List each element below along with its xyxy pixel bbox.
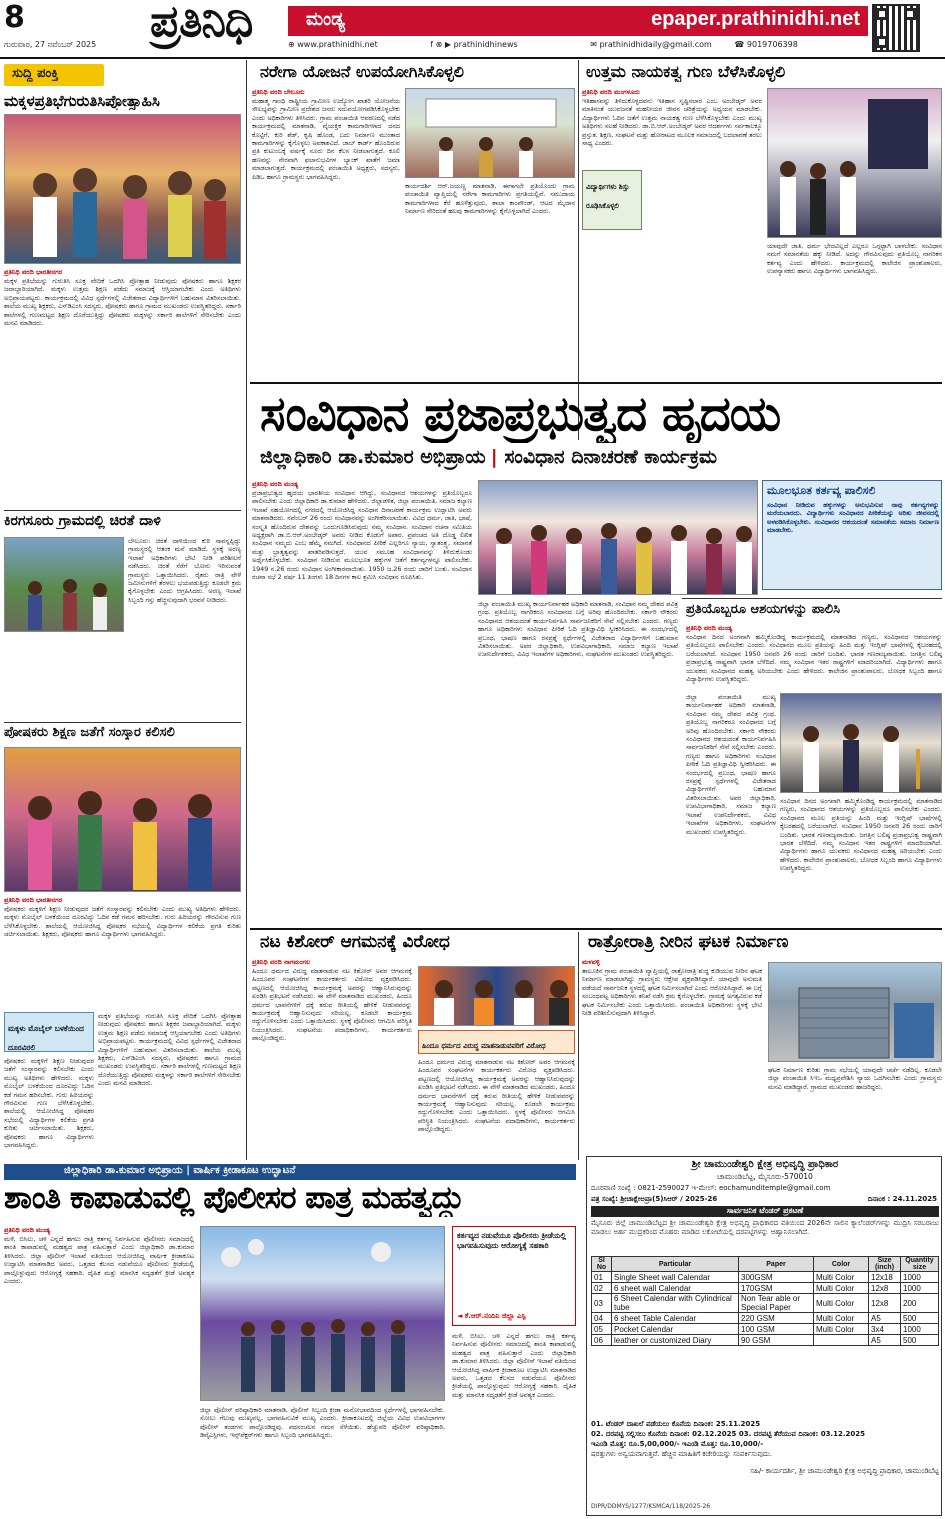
table-row: 01 Single Sheet wall Calendar 300GSM Multi Color 12x18 1000 — [592, 1272, 939, 1283]
tender-table — [591, 1256, 939, 1346]
byline-police: ಪ್ರತಿನಿಧಿ ವರದಿ ಮಂಡ್ಯ — [4, 1226, 51, 1234]
box2-text-cont: ಜಿಲ್ಲಾ ಪಂಚಾಯಿತಿ ಮುಖ್ಯ ಕಾರ್ಯನಿರ್ವಾಹಕ ಅಧಿಕಾರಿ ಮಾತನಾಡಿ, ಸಂವಿಧಾನ ನಮ್ಮ ದೇಶದ ಪವಿತ್ರ ಗ್ರಂಥ. ಪ್ರತಿಯೊಬ್ಬ ನಾಗರಿಕರೂ ಸಂವಿಧಾನದ ಬಗ್ಗೆ ಅರಿವು ಹೊಂದಿರಬೇಕು. ಸರ್ಕಾರಿ ನೌಕರರು ಸಂವಿಧಾನದ ಆಶಯದಂತೆ ಕಾರ್ಯನಿರ್ವಹಿಸಿ ಸಾರ್ವಜನಿಕರಿಗೆ ಸೇವೆ ಸಲ್ಲಿಸಬೇಕು ಎಂದರು. ಗಣ್ಯರು ಹಾಗೂ ಅಧಿಕಾರಿಗಳು ಸಂವಿಧಾನ ಪೀಠಿಕೆ ಓದಿ ಪ್ರತಿಜ್ಞಾವಿಧಿ ಸ್ವೀಕರಿಸಿದರು. ಈ ಸಂದರ್ಭದಲ್ಲಿ ಪ್ರಬಂಧ, ಭಾಷಣ ಹಾಗೂ ರಸಪ್ರಶ್ನೆ ಸ್ಪರ್ಧೆಗಳಲ್ಲಿ ವಿಜೇತರಾದ ವಿದ್ಯಾರ್ಥಿಗಳಿಗೆ ಬಹುಮಾನ ವಿತರಿಸಲಾಯಿತು. ಅಪರ ಜಿಲ್ಲಾಧಿಕಾರಿ, ಉಪವಿಭಾಗಾಧಿಕಾರಿ, ಸಮಾಜ ಕಲ್ಯಾಣ ಇಲಾಖೆ ಉಪನಿರ್ದೇಶಕರು, ವಿವಿಧ ಇಲಾಖೆಗಳ ಅಧಿಕಾರಿಗಳು, ಸಂಘಟನೆಗಳ ಮುಖಂಡರು ಉಪಸ್ಥಿತರಿದ್ದರು. — [686, 693, 776, 836]
photo-nrega-meeting — [405, 88, 575, 178]
photo-protest — [418, 966, 575, 1026]
email-link[interactable]: prathinidhidaily@gmail.com — [599, 40, 712, 49]
headline-kishore: ನಟ ಕಿಶೋರ್ ಆಗಮನಕ್ಕೆ ವಿರೋಧ — [260, 932, 450, 952]
article-children-talent: ಮಕ್ಕಳ ಪ್ರತಿಭೆಯನ್ನು ಗುರುತಿಸಿ ಸೂಕ್ತ ವೇದಿಕೆ ಒದಗಿಸಿ ಪ್ರೋತ್ಸಾಹ ನೀಡುವುದು ಪೋಷಕರು ಹಾಗೂ ಶಿಕ್ಷಕರ ಜವಾಬ್ದಾರಿಯಾಗಿದೆ. ಮಕ್ಕಳು ಉತ್ತಮ ಶಿಕ್ಷಣ ಪಡೆದು ಸಮಾಜಕ್ಕೆ ಆಸ್ತಿಯಾಗಬೇಕು ಎಂದು ಅತಿಥಿಗಳು ಅಭಿಪ್ರಾಯಪಟ್ಟರು. ಕಾರ್ಯಕ್ರಮದಲ್ಲಿ ವಿವಿಧ ಸ್ಪರ್ಧೆಗಳಲ್ಲಿ ವಿಜೇತರಾದ ವಿದ್ಯಾರ್ಥಿಗಳಿಗೆ ಬಹುಮಾನ ವಿತರಿಸಲಾಯಿತು. ಶಾಲೆಯ ಮುಖ್ಯ ಶಿಕ್ಷಕರು, ಎಸ್‌ಡಿಎಂಸಿ ಸದಸ್ಯರು, ಪೋಷಕರು ಹಾಗೂ ಗ್ರಾಮದ ಮುಖಂಡರು ಉಪಸ್ಥಿತರಿದ್ದರು. ಸರ್ಕಾರಿ ಶಾಲೆಗಳಲ್ಲಿ ಗುಣಮಟ್ಟದ ಶಿಕ್ಷಣ ದೊರೆಯುತ್ತಿದ್ದು ಪೋಷಕರು ಮಕ್ಕಳನ್ನು ಸರ್ಕಾರಿ ಶಾಲೆಗಳಿಗೆ ಸೇರಿಸಬೇಕು ಎಂದು ಮನವಿ ಮಾಡಿದರು. — [4, 277, 241, 328]
tender-footer: 01. ಟೆಂಡರ್ ದಾಖಲೆ ಪಡೆಯಲು ಕೊನೆಯ ದಿನಾಂಕ: 25.11.2025 02. ದರಪಟ್ಟಿ ಸಲ್ಲಿಸಲು ಕೊನೆಯ ದಿನಾಂಕ: 02.12.2025 03. ದರಪಟ್ಟಿ ತೆರೆಯುವ ದಿನಾಂಕ: 03.12.2025 ಇಎಂಡಿ ಮೊತ್ತ: ರೂ.5,00,000/- ಇಎಂಡಿ ಮೊತ್ತ: ರೂ.10,000/- ಷರತ್ತುಗಳು ಅನ್ವಯವಾಗುತ್ತವೆ. ಹೆಚ್ಚಿನ ಮಾಹಿತಿಗೆ ಕಚೇರಿಯನ್ನು ಸಂಪರ್ಕಿಸುವುದು. — [591, 1420, 865, 1458]
tender-date: ದಿನಾಂಕ : 24.11.2025 — [867, 1195, 937, 1203]
lead-subhead: ಜಿಲ್ಲಾಧಿಕಾರಿ ಡಾ.ಕುಮಾರ ಅಭಿಪ್ರಾಯ | ಸಂವಿಧಾನ ದಿನಾಚರಣೆ ಕಾರ್ಯಕ್ರಮ — [260, 446, 718, 468]
brand-logo: ಪ್ರತಿನಿಧಿ — [150, 0, 253, 47]
byline-3: ಪ್ರತಿನಿಧಿ ವರದಿ ಭಾರತೀನಗರ — [4, 896, 63, 904]
tender-ref: ಪತ್ರ ಸಂಖ್ಯೆ: ಶ್ರೀಚಾಕ್ಷೇಅಪ್ರಾ(5)ಸಿಆರ್ / 2025-26 — [591, 1195, 718, 1203]
box2-text-cont2: ಸಂವಿಧಾನ ದಿನದ ಅಂಗವಾಗಿ ಹಮ್ಮಿಕೊಂಡಿದ್ದ ಕಾರ್ಯಕ್ರಮದಲ್ಲಿ ಮಾತನಾಡಿದ ಗಣ್ಯರು, ಸಂವಿಧಾನದ ಆಶಯಗಳನ್ನು ಪ್ರತಿಯೊಬ್ಬರೂ ಪಾಲಿಸಬೇಕು ಎಂದರು. ಸಂವಿಧಾನದ ಮೂಲ ಪ್ರತಿಯನ್ನು ಹಿಂದಿ ಮತ್ತು ಇಂಗ್ಲಿಷ್ ಭಾಷೆಗಳಲ್ಲಿ ಕೈಬರಹದಲ್ಲಿ ಬರೆಯಲಾಗಿದೆ. ಸಂವಿಧಾನ 1950 ಜನವರಿ 26 ರಂದು ಜಾರಿಗೆ ಬಂದಿತು. ಭಾರತ ಗಣರಾಜ್ಯವಾಯಿತು. ಜಗತ್ತಿನ ಬಲಿಷ್ಠ ಪ್ರಜಾಪ್ರಭುತ್ವ ರಾಷ್ಟ್ರವಾಗಿ ಭಾರತ ಬೆಳೆದಿದೆ. ನಮ್ಮ ಸಂವಿಧಾನ ಇತರ ರಾಷ್ಟ್ರಗಳಿಗೆ ಮಾದರಿಯಾಗಿದೆ. ವಿದ್ಯಾರ್ಥಿಗಳು ಹಾಗೂ ಯುವಕರು ಸಂವಿಧಾನದ ಮಹತ್ವ ಅರಿಯಬೇಕು ಎಂದು ಹೇಳಿದರು. ಕಾಲೇಜಿನ ಪ್ರಾಂಶುಪಾಲರು, ಬೋಧಕ ಸಿಬ್ಬಂದಿ ಹಾಗೂ ವಿದ್ಯಾರ್ಥಿಗಳು ಉಪಸ್ಥಿತರಿದ್ದರು. — [780, 797, 942, 873]
tender-code: DIPR/DDMYS/1277/KSMCA/118/2025-26 — [591, 1503, 711, 1510]
page-number: 8 — [4, 0, 25, 35]
tender-addr: ಚಾಮುಂಡಿಬೆಟ್ಟ, ಮೈಸೂರು-570010 — [717, 1172, 813, 1181]
section-tag: ಸುದ್ದಿ ಪಂಕ್ತಿ — [4, 64, 104, 86]
left-column — [4, 62, 241, 1160]
tender-intro: ಮೈಸೂರು ಜಿಲ್ಲೆ ಚಾಮುಂಡಿಬೆಟ್ಟದ ಶ್ರೀ ಚಾಮುಂಡೇಶ್ವರಿ ಕ್ಷೇತ್ರ ಅಭಿವೃದ್ಧಿ ಪ್ರಾಧಿಕಾರದ ವತಿಯಿಂದ 2026ನೇ ಸಾಲಿನ ಕ್ಯಾಲೆಂಡರ್‌ಗಳನ್ನು ಮುದ್ರಿಸಿ ಸರಬರಾಜು ಮಾಡಲು ಅರ್ಹ ಮುದ್ರಕರಿಂದ ಮೊಹರು ಮಾಡಿದ ಲಕೋಟೆಯಲ್ಲಿ ದರಪಟ್ಟಿಗಳನ್ನು ಆಹ್ವಾನಿಸಲಾಗಿದೆ. — [591, 1219, 939, 1236]
article-kishore-2: ಹಿಂದೂ ಧರ್ಮದ ವಿರುದ್ಧ ಮಾತನಾಡುವ ನಟ ಕಿಶೋರ್ ಅವರ ಆಗಮನಕ್ಕೆ ಹಿಂದೂಪರ ಸಂಘಟನೆಗಳ ಕಾರ್ಯಕರ್ತರು ವಿರೋಧ ವ್ಯಕ್ತಪಡಿಸಿದರು. ಪಟ್ಟಣದಲ್ಲಿ ಆಯೋಜಿಸಿದ್ದ ಕಾರ್ಯಕ್ರಮಕ್ಕೆ ಅವರನ್ನು ಆಹ್ವಾನಿಸಿರುವುದನ್ನು ಖಂಡಿಸಿ ಪ್ರತಿಭಟನೆ ನಡೆಸಿದರು. ಈ ವೇಳೆ ಮಾತನಾಡಿದ ಮುಖಂಡರು, ಹಿಂದೂ ಧರ್ಮದ ಭಾವನೆಗಳಿಗೆ ಧಕ್ಕೆ ತರುವ ರೀತಿಯಲ್ಲಿ ಹೇಳಿಕೆ ನೀಡುವವರನ್ನು ಕಾರ್ಯಕ್ರಮಕ್ಕೆ ಆಹ್ವಾನಿಸುವುದು ಸರಿಯಲ್ಲ. ಕೂಡಲೇ ಕಾರ್ಯಕ್ರಮ ರದ್ದುಗೊಳಿಸಬೇಕು ಎಂದು ಒತ್ತಾಯಿಸಿದರು. ಸ್ಥಳಕ್ಕೆ ಪೊಲೀಸರು ಆಗಮಿಸಿ ಪರಿಸ್ಥಿತಿ ನಿಯಂತ್ರಿಸಿದರು. ಸಂಘಟನೆಯ ಪದಾಧಿಕಾರಿಗಳು, ಕಾರ್ಯಕರ್ತರು ಪಾಲ್ಗೊಂಡಿದ್ದರು. — [418, 1058, 575, 1134]
photo-leopard-site — [4, 537, 124, 632]
photo-police-parade — [200, 1226, 445, 1401]
box1-text: ಸಂವಿಧಾನ ನೀಡಿರುವ ಹಕ್ಕುಗಳನ್ನು ಅನುಭವಿಸುವ ನಾವು ಕರ್ತವ್ಯಗಳನ್ನು ಮರೆಯಬಾರದು. ವಿದ್ಯಾರ್ಥಿಗಳು ಸಂವಿಧಾನದ ಪೀಠಿಕೆಯನ್ನು ಅರಿತು ಜೀವನದಲ್ಲಿ ಅಳವಡಿಸಿಕೊಳ್ಳಬೇಕು. ಸಂವಿಧಾನದ ಆಶಯದಂತೆ ಸಮಾನತೆಯ ಸಮಾಜ ನಿರ್ಮಾಣ ಮಾಡಬೇಕು. — [767, 501, 939, 535]
lead-story — [250, 386, 942, 926]
table-row: 04 6 sheet Table Calendar 220 GSM Multi Color A5 500 — [592, 1313, 939, 1324]
tender-phone: ದೂರವಾಣಿ ಸಂಖ್ಯೆ : 0821-2590027 ಇ-ಮೇಲ್: eochamunditemple@gmail.com — [591, 1184, 831, 1192]
box1-title: ಮೂಲಭೂತ ಕರ್ತವ್ಯ ಪಾಲಿಸಲಿ — [767, 484, 876, 497]
photo-lamp-lighting — [780, 693, 942, 793]
police-pull-quote: ಕರ್ತವ್ಯದ ನಡುವೆಯೂ ಪೊಲೀಸರು ಕ್ರೀಡೆಯಲ್ಲಿ ಭಾಗವಹಿಸುವುದು ಆರೋಗ್ಯಕ್ಕೆ ಸಹಕಾರಿ ◄ ಕೆ.ಆರ್.ನಂದಿನಿ ಜಿಲ್ಲಾ ಎಸ್ಪಿ — [452, 1226, 576, 1326]
article-police-1: ಮಳೆ, ಬಿಸಿಲು, ಚಳಿ ಎನ್ನದೆ ಹಗಲು ರಾತ್ರಿ ಕರ್ತವ್ಯ ನಿರ್ವಹಿಸುವ ಪೊಲೀಸರು ಸಮಾಜದಲ್ಲಿ ಶಾಂತಿ ಕಾಪಾಡುವಲ್ಲಿ ಮಹತ್ವದ ಪಾತ್ರ ವಹಿಸುತ್ತಾರೆ ಎಂದು ಜಿಲ್ಲಾಧಿಕಾರಿ ಡಾ.ಕುಮಾರ ತಿಳಿಸಿದರು. ಜಿಲ್ಲಾ ಪೊಲೀಸ್ ಇಲಾಖೆ ವತಿಯಿಂದ ಆಯೋಜಿಸಿದ್ದ ವಾರ್ಷಿಕ ಕ್ರೀಡಾಕೂಟ ಉದ್ಘಾಟಿಸಿ ಮಾತನಾಡಿದ ಅವರು, ಒತ್ತಡದ ಕೆಲಸದ ನಡುವೆಯೂ ಪೊಲೀಸರು ಕ್ರೀಡೆಯಲ್ಲಿ ಪಾಲ್ಗೊಳ್ಳುವುದು ಆರೋಗ್ಯಕ್ಕೆ ಸಹಕಾರಿ. ದೈಹಿಕ ಮತ್ತು ಮಾನಸಿಕ ಸದೃಢತೆಗೆ ಕ್ರೀಡೆ ಅವಶ್ಯಕ ಎಂದರು. — [4, 1235, 194, 1286]
masthead — [0, 0, 945, 56]
lead-headline: ಸಂವಿಧಾನ ಪ್ರಜಾಪ್ರಭುತ್ವದ ಹೃದಯ — [260, 386, 781, 442]
headline-leopard-attack: ಕಿರಗಸೂರು ಗ್ರಾಮದಲ್ಲಿ ಚಿರತೆ ದಾಳಿ — [4, 513, 161, 529]
subhead-a: ಜಿಲ್ಲಾಧಿಕಾರಿ ಡಾ.ಕುಮಾರ ಅಭಿಪ್ರಾಯ — [260, 446, 486, 468]
tender-table-header: Sl No Particular Paper Color Size (inch) Quantity size — [592, 1257, 939, 1272]
photo-illustration — [781, 694, 942, 793]
table-row: 06 leather or customized Diary 90 GSM A5 500 — [592, 1335, 939, 1346]
article-police-3: ಮಳೆ, ಬಿಸಿಲು, ಚಳಿ ಎನ್ನದೆ ಹಗಲು ರಾತ್ರಿ ಕರ್ತವ್ಯ ನಿರ್ವಹಿಸುವ ಪೊಲೀಸರು ಸಮಾಜದಲ್ಲಿ ಶಾಂತಿ ಕಾಪಾಡುವಲ್ಲಿ ಮಹತ್ವದ ಪಾತ್ರ ವಹಿಸುತ್ತಾರೆ ಎಂದು ಜಿಲ್ಲಾಧಿಕಾರಿ ಡಾ.ಕುಮಾರ ತಿಳಿಸಿದರು. ಜಿಲ್ಲಾ ಪೊಲೀಸ್ ಇಲಾಖೆ ವತಿಯಿಂದ ಆಯೋಜಿಸಿದ್ದ ವಾರ್ಷಿಕ ಕ್ರೀಡಾಕೂಟ ಉದ್ಘಾಟಿಸಿ ಮಾತನಾಡಿದ ಅವರು, ಒತ್ತಡದ ಕೆಲಸದ ನಡುವೆಯೂ ಪೊಲೀಸರು ಕ್ರೀಡೆಯಲ್ಲಿ ಪಾಲ್ಗೊಳ್ಳುವುದು ಆರೋಗ್ಯಕ್ಕೆ ಸಹಕಾರಿ. ದೈಹಿಕ ಮತ್ತು ಮಾನಸಿಕ ಸದೃಢತೆಗೆ ಕ್ರೀಡೆ ಅವಶ್ಯಕ ಎಂದರು. — [452, 1332, 576, 1399]
headline-children-talent: ಮಕ್ಕಳಪ್ರತಿಭೆಗುರುತಿಸಿಪ್ರೋತ್ಸಾಹಿಸಿ — [4, 92, 160, 110]
photo-illustration — [5, 538, 124, 632]
article-leadership-2: ಯಾವುದೇ ಜಾತಿ, ಧರ್ಮ ಭೇದವಿಲ್ಲದೆ ಎಲ್ಲರೂ ಒಗ್ಗಟ್ಟಾಗಿ ಬಾಳಬೇಕು. ಸಂವಿಧಾನ ನಮಗೆ ಸಮಾನತೆಯ ಹಕ್ಕು ನೀಡಿದೆ. ಅದನ್ನು ಗೌರವಿಸುವುದು ಪ್ರತಿಯೊಬ್ಬ ನಾಗರಿಕನ ಕರ್ತವ್ಯ ಎಂದು ಹೇಳಿದರು. ಕಾರ್ಯಕ್ರಮದಲ್ಲಿ ಕಾಲೇಜಿನ ಪ್ರಾಂಶುಪಾಲರು, ಉಪನ್ಯಾಸಕರು ಹಾಗೂ ವಿದ್ಯಾರ್ಥಿಗಳು ಭಾಗವಹಿಸಿದ್ದರು. — [767, 242, 942, 276]
quote-box: ವಿದ್ಯಾರ್ಥಿಗಳು ಶಿಸ್ತು ರೂಢಿಸಿಕೊಳ್ಳಲಿ — [582, 170, 642, 230]
tender-signature: ಸಹಿ/- ಕಾರ್ಯದರ್ಶಿ, ಶ್ರೀ ಚಾಮುಂಡೇಶ್ವರಿ ಕ್ಷೇತ್ರ ಅಭಿವೃದ್ಧಿ ಪ್ರಾಧಿಕಾರ, ಚಾಮುಂಡಿಬೆಟ್ಟ — [750, 1467, 939, 1475]
water-unit-story — [582, 932, 942, 1152]
tender-notice — [586, 1156, 942, 1516]
box2-text: ಸಂವಿಧಾನ ದಿನದ ಅಂಗವಾಗಿ ಹಮ್ಮಿಕೊಂಡಿದ್ದ ಕಾರ್ಯಕ್ರಮದಲ್ಲಿ ಮಾತನಾಡಿದ ಗಣ್ಯರು, ಸಂವಿಧಾನದ ಆಶಯಗಳನ್ನು ಪ್ರತಿಯೊಬ್ಬರೂ ಪಾಲಿಸಬೇಕು ಎಂದರು. ಸಂವಿಧಾನದ ಮೂಲ ಪ್ರತಿಯನ್ನು ಹಿಂದಿ ಮತ್ತು ಇಂಗ್ಲಿಷ್ ಭಾಷೆಗಳಲ್ಲಿ ಕೈಬರಹದಲ್ಲಿ ಬರೆಯಲಾಗಿದೆ. ಸಂವಿಧಾನ 1950 ಜನವರಿ 26 ರಂದು ಜಾರಿಗೆ ಬಂದಿತು. ಭಾರತ ಗಣರಾಜ್ಯವಾಯಿತು. ಜಗತ್ತಿನ ಬಲಿಷ್ಠ ಪ್ರಜಾಪ್ರಭುತ್ವ ರಾಷ್ಟ್ರವಾಗಿ ಭಾರತ ಬೆಳೆದಿದೆ. ನಮ್ಮ ಸಂವಿಧಾನ ಇತರ ರಾಷ್ಟ್ರಗಳಿಗೆ ಮಾದರಿಯಾಗಿದೆ. ವಿದ್ಯಾರ್ಥಿಗಳು ಹಾಗೂ ಯುವಕರು ಸಂವಿಧಾನದ ಮಹತ್ವ ಅರಿಯಬೇಕು ಎಂದು ಹೇಳಿದರು. ಕಾಲೇಜಿನ ಪ್ರಾಂಶುಪಾಲರು, ಬೋಧಕ ಸಿಬ್ಬಂದಿ ಹಾಗೂ ವಿದ್ಯಾರ್ಥಿಗಳು ಉಪಸ್ಥಿತರಿದ್ದರು. — [686, 633, 942, 684]
police-story — [4, 1222, 576, 1516]
photo-illustration — [201, 1227, 445, 1401]
table-row: 03 6 Sheet Calendar with Cylindrical tube Non Tear able or Special Paper Multi Color 12x8 200 — [592, 1294, 939, 1313]
byline-1: ಪ್ರತಿನಿಧಿ ವರದಿ ಭಾರತೀನಗರ — [4, 268, 63, 276]
phone-number: 9019706398 — [746, 40, 798, 49]
byline-nrega: ಪ್ರತಿನಿಧಿ ವರದಿ ಬೇಲೂರು — [252, 88, 305, 96]
phone-icon: ☎ — [734, 40, 747, 49]
headline-parents-values: ಪೋಷಕರು ಶಿಕ್ಷಣ ಜತೆಗೆ ಸಂಸ್ಕಾರ ಕಲಿಸಲಿ — [4, 725, 175, 740]
subhead-b: ಸಂವಿಧಾನ ದಿನಾಚರಣೆ ಕಾರ್ಯಕ್ರಮ — [504, 446, 718, 468]
box-fundamental-duties — [762, 480, 942, 590]
kishore-story — [250, 932, 575, 1160]
masthead-date: ಗುರುವಾರ, 27 ನವೆಂಬರ್ 2025 — [4, 40, 97, 49]
photo-illustration — [5, 748, 241, 892]
photo-illustration — [769, 963, 942, 1062]
photo-children-event — [4, 114, 241, 264]
lead-byline: ಪ್ರತಿನಿಧಿ ವರದಿ ಮಂಡ್ಯ — [252, 480, 299, 488]
mail-icon: ✉ — [590, 40, 600, 49]
tender-title-bar: ಸಾರ್ವಜನಿಕ ಟೆಂಡರ್ ಪ್ರಕಟಣೆ — [591, 1206, 939, 1217]
tender-org: ಶ್ರೀ ಚಾಮುಂಡೇಶ್ವರಿ ಕ್ಷೇತ್ರ ಅಭಿವೃದ್ಧಿ ಪ್ರಾಧಿಕಾರ — [691, 1159, 839, 1170]
photo-constitution-day — [478, 480, 758, 595]
headline-water-unit: ರಾತ್ರೋರಾತ್ರಿ ನೀರಿನ ಘಟಕ ನಿರ್ಮಾಣ — [588, 932, 789, 952]
banner-headline: ಶಾಂತಿ ಕಾಪಾಡುವಲ್ಲಿ ಪೊಲೀಸರ ಪಾತ್ರ ಮಹತ್ವದ್ದು — [4, 1180, 464, 1216]
pull-quote-kishore: ಹಿಂದೂ ಧರ್ಮದ ವಿರುದ್ಧ ಮಾತನಾಡುವವರಿಗೆ ವಿರೋಧ — [418, 1030, 575, 1054]
photo-illustration — [479, 481, 758, 595]
website-link[interactable]: www.prathinidhi.net — [297, 40, 378, 49]
photo-illustration — [419, 967, 575, 1026]
table-row: 05 Pocket Calendar 100 GSM Multi Color 3x4 1000 — [592, 1324, 939, 1335]
headline-leadership: ಉತ್ತಮ ನಾಯಕತ್ವ ಗುಣ ಬೆಳೆಸಿಕೊಳ್ಳಲಿ — [586, 62, 786, 81]
social-icons: f ⊗ ▶ — [430, 40, 454, 49]
qr-code — [872, 4, 920, 52]
article-nrega-2: ಕಾರ್ಯದರ್ಶಿ ಆರ್.ಜಯಣ್ಣ ಮಾತನಾಡಿ, ಈಗಾಗಲೇ ಪ್ರತಿಯೊಂದು ಗ್ರಾಮ ಪಂಚಾಯಿತಿ ವ್ಯಾಪ್ತಿಯಲ್ಲಿ ನರೇಗಾ ಕಾಮಗಾರಿಗಳು ಪ್ರಗತಿಯಲ್ಲಿವೆ. ಸಮುದಾಯ ಕಾಮಗಾರಿಗಳಾದ ಕೆರೆ ಹೂಳೆತ್ತುವುದು, ಶಾಲಾ ಕಾಂಪೌಂಡ್, ಆಟದ ಮೈದಾನ ನಿರ್ಮಾಣ ಸೇರಿದಂತೆ ಹಲವು ಕಾಮಗಾರಿಗಳನ್ನು ಕೈಗೊಳ್ಳಲಾಗಿದೆ ಎಂದರು. — [405, 182, 575, 216]
photo-leadership-event — [767, 88, 942, 238]
edition-name: ಮಂಡ್ಯ — [306, 9, 346, 30]
tender-table-wrap — [591, 1256, 939, 1346]
lead-article-col1: ಪ್ರಜಾಪ್ರಭುತ್ವದ ಹೃದಯ ಭಾರತೀಯ ಸಂವಿಧಾನ ಆಗಿದ್ದು, ಸಂವಿಧಾನದ ಆಶಯಗಳನ್ನು ಪ್ರತಿಯೊಬ್ಬರೂ ಪಾಲಿಸಬೇಕು ಎಂದು ಜಿಲ್ಲಾಧಿಕಾರಿ ಡಾ.ಕುಮಾರ ಹೇಳಿದರು. ಜಿಲ್ಲಾಡಳಿತ, ಜಿಲ್ಲಾ ಪಂಚಾಯಿತಿ, ಸಮಾಜ ಕಲ್ಯಾಣ ಇಲಾಖೆ ಸಹಯೋಗದಲ್ಲಿ ನಗರದಲ್ಲಿ ಆಯೋಜಿಸಿದ್ದ ಸಂವಿಧಾನ ದಿನಾಚರಣೆ ಕಾರ್ಯಕ್ರಮ ಉದ್ಘಾಟಿಸಿ ಅವರು ಮಾತನಾಡಿದರು. ನವೆಂಬರ್ 26 ರಂದು ಸಂವಿಧಾನವನ್ನು ಅಂಗೀಕರಿಸಲಾಯಿತು. ವಿವಿಧ ಧರ್ಮ, ಜಾತಿ, ಭಾಷೆ, ಸಂಸ್ಕೃತಿ ಹೊಂದಿರುವ ದೇಶವನ್ನು ಒಂದುಗೂಡಿಸಿರುವುದು ನಮ್ಮ ಸಂವಿಧಾನ. ಸಂವಿಧಾನ ರಚನಾ ಸಮಿತಿಯ ಅಧ್ಯಕ್ಷರಾಗಿ ಡಾ.ಬಿ.ಆರ್.ಅಂಬೇಡ್ಕರ್ ಅವರು ನೀಡಿದ ಕೊಡುಗೆ ಅಪಾರ. ಪ್ರಪಂಚದ ಅತಿ ದೊಡ್ಡ ಲಿಖಿತ ಸಂವಿಧಾನ ನಮ್ಮದು ಎಂಬ ಹೆಮ್ಮೆ ನಮಗಿದೆ. ಸಂವಿಧಾನದ ಪೀಠಿಕೆ ಎಲ್ಲರಿಗೂ ನ್ಯಾಯ, ಸ್ವಾತಂತ್ರ್ಯ, ಸಮಾನತೆ ಮತ್ತು ಭ್ರಾತೃತ್ವವನ್ನು ಖಾತರಿಪಡಿಸುತ್ತದೆ. ಯುವ ಸಮೂಹ ಸಂವಿಧಾನವನ್ನು ತಿಳಿದುಕೊಂಡು ಅರ್ಥೈಸಿಕೊಳ್ಳಬೇಕು. ಸಂವಿಧಾನ ನೀಡಿರುವ ಮೂಲಭೂತ ಹಕ್ಕುಗಳ ಜತೆಗೆ ಕರ್ತವ್ಯಗಳನ್ನೂ ಪಾಲಿಸಬೇಕು. 1949 ನ.26 ರಂದು ಸಂವಿಧಾನ ಅಂಗೀಕಾರವಾಯಿತು. 1950 ಜ.26 ರಂದು ಜಾರಿಗೆ ಬಂತು. ಸಂವಿಧಾನ ರಚನಾ ಸಭೆ 2 ವರ್ಷ 11 ತಿಂಗಳು 18 ದಿನಗಳ ಕಾಲ ಶ್ರಮಿಸಿ ಸಂವಿಧಾನ ರೂಪಿಸಿತು. — [252, 489, 472, 582]
globe-icon: ⊕ — [288, 40, 298, 49]
article-parents-values-cont2: ಪೋಷಕರು ಮಕ್ಕಳಿಗೆ ಶಿಕ್ಷಣ ನೀಡುವುದರ ಜತೆಗೆ ಸಂಸ್ಕಾರವನ್ನು ಕಲಿಸಬೇಕು ಎಂದು ಮುಖ್ಯ ಅತಿಥಿಗಳು ಹೇಳಿದರು. ಮಕ್ಕಳು ಮೊಬೈಲ್ ಬಳಕೆಯಿಂದ ದೂರವಿದ್ದು ಓದಿನ ಕಡೆ ಗಮನ ಹರಿಸಬೇಕು. ಗುರು ಹಿರಿಯರನ್ನು ಗೌರವಿಸುವ ಗುಣ ಬೆಳೆಸಿಕೊಳ್ಳಬೇಕು. ಶಾಲೆಯಲ್ಲಿ ಆಯೋಜಿಸಿದ್ದ ಪೋಷಕರ ಸಭೆಯಲ್ಲಿ ವಿದ್ಯಾರ್ಥಿಗಳ ಕಲಿಕೆಯ ಪ್ರಗತಿ ಕುರಿತು ಚರ್ಚಿಸಲಾಯಿತು. ಶಿಕ್ಷಕರು, ಪೋಷಕರು ಹಾಗೂ ವಿದ್ಯಾರ್ಥಿಗಳು ಭಾಗವಹಿಸಿದ್ದರು. — [4, 1057, 94, 1150]
byline-water-unit: ಮಳವಳ್ಳಿ — [582, 958, 600, 966]
table-row: 02 6 sheet wall Calendar 170GSM Multi Color 12x8 1000 — [592, 1283, 939, 1294]
epaper-url[interactable]: epaper.prathinidhi.net — [651, 8, 860, 30]
social-handle[interactable]: prathinidhinews — [453, 40, 518, 49]
article-leadership-1: ಇತಿಹಾಸವನ್ನು ತಿಳಿದುಕೊಳ್ಳದವನು ಇತಿಹಾಸ ಸೃಷ್ಟಿಸಲಾರ ಎಂಬ ಅಂಬೇಡ್ಕರ್ ಅವರ ಮಾತಿನಂತೆ ಯುವಜನತೆ ಮಹನೀಯರ ಜೀವನ ಚರಿತ್ರೆಯನ್ನು ಅಧ್ಯಯನ ಮಾಡಬೇಕು. ವಿದ್ಯಾರ್ಥಿಗಳು ಓದಿನ ಜತೆಗೆ ಉತ್ತಮ ನಾಯಕತ್ವ ಗುಣ ಬೆಳೆಸಿಕೊಳ್ಳಬೇಕು ಎಂದು ಮುಖ್ಯ ಅತಿಥಿಗಳು ಸಲಹೆ ನೀಡಿದರು. ಡಾ.ಬಿ.ಆರ್.ಅಂಬೇಡ್ಕರ್ ಅವರ ಆದರ್ಶಗಳು ಸರ್ವಕಾಲಕ್ಕೂ ಪ್ರಸ್ತುತ. ಶಿಕ್ಷಣ, ಸಂಘಟನೆ ಮತ್ತು ಹೋರಾಟದ ಮೂಲಕ ಸಮಾಜದಲ್ಲಿ ಬದಲಾವಣೆ ತರಲು ಸಾಧ್ಯ ಎಂದರು. — [582, 97, 762, 148]
box2-title: ಪ್ರತಿಯೊಬ್ಬರೂ ಆಶಯಗಳನ್ನು ಪಾಲಿಸಿ — [686, 602, 840, 617]
photo-illustration — [406, 89, 575, 178]
article-nrega-1: ಮಹಾತ್ಮ ಗಾಂಧಿ ರಾಷ್ಟ್ರೀಯ ಗ್ರಾಮೀಣ ಉದ್ಯೋಗ ಖಾತರಿ ಯೋಜನೆಯ ಸೌಲಭ್ಯವನ್ನು ಗ್ರಾಮೀಣ ಪ್ರದೇಶದ ಜನರು ಸದುಪಯೋಗಪಡಿಸಿಕೊಳ್ಳಬೇಕು ಎಂದು ಅಧಿಕಾರಿಗಳು ತಿಳಿಸಿದರು. ಗ್ರಾಮ ಪಂಚಾಯಿತಿ ಆವರಣದಲ್ಲಿ ನಡೆದ ಕಾರ್ಯಕ್ರಮದಲ್ಲಿ ಮಾತನಾಡಿ, ವೈಯಕ್ತಿಕ ಕಾಮಗಾರಿಗಳಾದ ದನದ ಕೊಟ್ಟಿಗೆ, ಕುರಿ ಶೆಡ್, ಕೃಷಿ ಹೊಂಡ, ಬದು ನಿರ್ಮಾಣ ಮುಂತಾದ ಕಾಮಗಾರಿಗಳನ್ನು ಕೈಗೊಳ್ಳಲು ಅವಕಾಶವಿದೆ. ಜಾಬ್ ಕಾರ್ಡ್ ಹೊಂದಿರುವ ಪ್ರತಿ ಕುಟುಂಬಕ್ಕೆ ವರ್ಷಕ್ಕೆ ನೂರು ದಿನ ಕೆಲಸ ನೀಡಲಾಗುತ್ತದೆ. ಕೂಲಿ ಹಣವನ್ನು ನೇರವಾಗಿ ಫಲಾನುಭವಿಗಳ ಬ್ಯಾಂಕ್ ಖಾತೆಗೆ ಜಮಾ ಮಾಡಲಾಗುತ್ತದೆ. ಕಾರ್ಯಕ್ರಮದಲ್ಲಿ ಪಂಚಾಯಿತಿ ಅಧ್ಯಕ್ಷರು, ಸದಸ್ಯರು, ಪಿಡಿಒ ಹಾಗೂ ಗ್ರಾಮಸ್ಥರು ಭಾಗವಹಿಸಿದ್ದರು. — [252, 97, 400, 181]
headline-nrega: ನರೇಗಾ ಯೋಜನೆ ಉಪಯೋಗಿಸಿಕೊಳ್ಳಲಿ — [260, 62, 464, 81]
photo-illustration — [768, 89, 942, 238]
article-kishore-1: ಹಿಂದೂ ಧರ್ಮದ ವಿರುದ್ಧ ಮಾತನಾಡುವ ನಟ ಕಿಶೋರ್ ಅವರ ಆಗಮನಕ್ಕೆ ಹಿಂದೂಪರ ಸಂಘಟನೆಗಳ ಕಾರ್ಯಕರ್ತರು ವಿರೋಧ ವ್ಯಕ್ತಪಡಿಸಿದರು. ಪಟ್ಟಣದಲ್ಲಿ ಆಯೋಜಿಸಿದ್ದ ಕಾರ್ಯಕ್ರಮಕ್ಕೆ ಅವರನ್ನು ಆಹ್ವಾನಿಸಿರುವುದನ್ನು ಖಂಡಿಸಿ ಪ್ರತಿಭಟನೆ ನಡೆಸಿದರು. ಈ ವೇಳೆ ಮಾತನಾಡಿದ ಮುಖಂಡರು, ಹಿಂದೂ ಧರ್ಮದ ಭಾವನೆಗಳಿಗೆ ಧಕ್ಕೆ ತರುವ ರೀತಿಯಲ್ಲಿ ಹೇಳಿಕೆ ನೀಡುವವರನ್ನು ಕಾರ್ಯಕ್ರಮಕ್ಕೆ ಆಹ್ವಾನಿಸುವುದು ಸರಿಯಲ್ಲ. ಕೂಡಲೇ ಕಾರ್ಯಕ್ರಮ ರದ್ದುಗೊಳಿಸಬೇಕು ಎಂದು ಒತ್ತಾಯಿಸಿದರು. ಸ್ಥಳಕ್ಕೆ ಪೊಲೀಸರು ಆಗಮಿಸಿ ಪರಿಸ್ಥಿತಿ ನಿಯಂತ್ರಿಸಿದರು. ಸಂಘಟನೆಯ ಪದಾಧಿಕಾರಿಗಳು, ಕಾರ್ಯಕರ್ತರು ಪಾಲ್ಗೊಂಡಿದ್ದರು. — [252, 967, 412, 1043]
edition-bar — [288, 6, 868, 36]
byline-kishore: ಪ್ರತಿನಿಧಿ ವರದಿ ನಾಗಮಂಗಲ — [252, 958, 311, 966]
banner-strip: ಜಿಲ್ಲಾಧಿಕಾರಿ ಡಾ.ಕುಮಾರ ಅಭಿಪ್ರಾಯ | ವಾರ್ಷಿಕ ಕ್ರೀಡಾಕೂಟ ಉದ್ಘಾಟನೆ — [4, 1164, 576, 1180]
box2-byline: ಪ್ರತಿನಿಧಿ ವರದಿ ಮಂಡ್ಯ — [686, 624, 733, 632]
article-leopard-attack: ಬೇಲೂರು: ಚಿರತೆ ದಾಳಿಯಿಂದ ಕುರಿ ಸಾವನ್ನಪ್ಪಿದ್ದು ಗ್ರಾಮಸ್ಥರಲ್ಲಿ ಆತಂಕ ಮನೆ ಮಾಡಿದೆ. ಸ್ಥಳಕ್ಕೆ ಅರಣ್ಯ ಇಲಾಖೆ ಅಧಿಕಾರಿಗಳು ಭೇಟಿ ನೀಡಿ ಪರಿಶೀಲನೆ ನಡೆಸಿದರು. ಚಿರತೆ ಸೆರೆಗೆ ಬೋನು ಇರಿಸುವಂತೆ ಗ್ರಾಮಸ್ಥರು ಒತ್ತಾಯಿಸಿದರು. ರೈತರು ರಾತ್ರಿ ವೇಳೆ ಜಮೀನುಗಳಿಗೆ ತೆರಳಲು ಭಯಪಡುತ್ತಿದ್ದು ಕೂಡಲೇ ಕ್ರಮ ಕೈಗೊಳ್ಳಬೇಕು ಎಂದು ಆಗ್ರಹಿಸಿದರು. ಅರಣ್ಯ ಇಲಾಖೆ ಸಿಬ್ಬಂದಿ ಗಸ್ತು ಹೆಚ್ಚಿಸುವುದಾಗಿ ಭರವಸೆ ನೀಡಿದರು. — [128, 537, 241, 604]
article-police-2: ಜಿಲ್ಲಾ ಪೊಲೀಸ್ ವರಿಷ್ಠಾಧಿಕಾರಿ ಮಾತನಾಡಿ, ಪೊಲೀಸ್ ಸಿಬ್ಬಂದಿ ಕ್ರೀಡಾ ಮನೋಭಾವದಿಂದ ಸ್ಪರ್ಧೆಗಳಲ್ಲಿ ಭಾಗವಹಿಸಬೇಕು. ಸೋಲು ಗೆಲುವು ಮುಖ್ಯವಲ್ಲ, ಭಾಗವಹಿಸುವಿಕೆ ಮುಖ್ಯ ಎಂದರು. ಕ್ರೀಡಾಕೂಟದಲ್ಲಿ ಜಿಲ್ಲೆಯ ವಿವಿಧ ಉಪವಿಭಾಗಗಳ ಪೊಲೀಸ್ ತಂಡಗಳು ಪಾಲ್ಗೊಂಡಿದ್ದವು. ಪಥಸಂಚಲನ ಗಮನ ಸೆಳೆಯಿತು. ಹೆಚ್ಚುವರಿ ಪೊಲೀಸ್ ವರಿಷ್ಠಾಧಿಕಾರಿ, ಡಿವೈಎಸ್ಪಿಗಳು, ಇನ್ಸ್‌ಪೆಕ್ಟರ್‌ಗಳು ಹಾಗೂ ಸಿಬ್ಬಂದಿ ಭಾಗವಹಿಸಿದ್ದರು. — [200, 1406, 445, 1440]
lead-article-col2: ಜಿಲ್ಲಾ ಪಂಚಾಯಿತಿ ಮುಖ್ಯ ಕಾರ್ಯನಿರ್ವಾಹಕ ಅಧಿಕಾರಿ ಮಾತನಾಡಿ, ಸಂವಿಧಾನ ನಮ್ಮ ದೇಶದ ಪವಿತ್ರ ಗ್ರಂಥ. ಪ್ರತಿಯೊಬ್ಬ ನಾಗರಿಕರೂ ಸಂವಿಧಾನದ ಬಗ್ಗೆ ಅರಿವು ಹೊಂದಿರಬೇಕು. ಸರ್ಕಾರಿ ನೌಕರರು ಸಂವಿಧಾನದ ಆಶಯದಂತೆ ಕಾರ್ಯನಿರ್ವಹಿಸಿ ಸಾರ್ವಜನಿಕರಿಗೆ ಸೇವೆ ಸಲ್ಲಿಸಬೇಕು ಎಂದರು. ಗಣ್ಯರು ಹಾಗೂ ಅಧಿಕಾರಿಗಳು ಸಂವಿಧಾನ ಪೀಠಿಕೆ ಓದಿ ಪ್ರತಿಜ್ಞಾವಿಧಿ ಸ್ವೀಕರಿಸಿದರು. ಈ ಸಂದರ್ಭದಲ್ಲಿ ಪ್ರಬಂಧ, ಭಾಷಣ ಹಾಗೂ ರಸಪ್ರಶ್ನೆ ಸ್ಪರ್ಧೆಗಳಲ್ಲಿ ವಿಜೇತರಾದ ವಿದ್ಯಾರ್ಥಿಗಳಿಗೆ ಬಹುಮಾನ ವಿತರಿಸಲಾಯಿತು. ಅಪರ ಜಿಲ್ಲಾಧಿಕಾರಿ, ಉಪವಿಭಾಗಾಧಿಕಾರಿ, ಸಮಾಜ ಕಲ್ಯಾಣ ಇಲಾಖೆ ಉಪನಿರ್ದೇಶಕರು, ವಿವಿಧ ಇಲಾಖೆಗಳ ಅಧಿಕಾರಿಗಳು, ಸಂಘಟನೆಗಳ ಮುಖಂಡರು ಉಪಸ್ಥಿತರಿದ್ದರು. — [478, 600, 678, 659]
article-parents-values: ಪೋಷಕರು ಮಕ್ಕಳಿಗೆ ಶಿಕ್ಷಣ ನೀಡುವುದರ ಜತೆಗೆ ಸಂಸ್ಕಾರವನ್ನು ಕಲಿಸಬೇಕು ಎಂದು ಮುಖ್ಯ ಅತಿಥಿಗಳು ಹೇಳಿದರು. ಮಕ್ಕಳು ಮೊಬೈಲ್ ಬಳಕೆಯಿಂದ ದೂರವಿದ್ದು ಓದಿನ ಕಡೆ ಗಮನ ಹರಿಸಬೇಕು. ಗುರು ಹಿರಿಯರನ್ನು ಗೌರವಿಸುವ ಗುಣ ಬೆಳೆಸಿಕೊಳ್ಳಬೇಕು. ಶಾಲೆಯಲ್ಲಿ ಆಯೋಜಿಸಿದ್ದ ಪೋಷಕರ ಸಭೆಯಲ್ಲಿ ವಿದ್ಯಾರ್ಥಿಗಳ ಕಲಿಕೆಯ ಪ್ರಗತಿ ಕುರಿತು ಚರ್ಚಿಸಲಾಯಿತು. ಶಿಕ್ಷಕರು, ಪೋಷಕರು ಹಾಗೂ ವಿದ್ಯಾರ್ಥಿಗಳು ಭಾಗವಹಿಸಿದ್ದರು. — [4, 905, 241, 939]
photo-parents-meeting — [4, 747, 241, 892]
article-parents-values-cont: ಮಕ್ಕಳ ಪ್ರತಿಭೆಯನ್ನು ಗುರುತಿಸಿ ಸೂಕ್ತ ವೇದಿಕೆ ಒದಗಿಸಿ ಪ್ರೋತ್ಸಾಹ ನೀಡುವುದು ಪೋಷಕರು ಹಾಗೂ ಶಿಕ್ಷಕರ ಜವಾಬ್ದಾರಿಯಾಗಿದೆ. ಮಕ್ಕಳು ಉತ್ತಮ ಶಿಕ್ಷಣ ಪಡೆದು ಸಮಾಜಕ್ಕೆ ಆಸ್ತಿಯಾಗಬೇಕು ಎಂದು ಅತಿಥಿಗಳು ಅಭಿಪ್ರಾಯಪಟ್ಟರು. ಕಾರ್ಯಕ್ರಮದಲ್ಲಿ ವಿವಿಧ ಸ್ಪರ್ಧೆಗಳಲ್ಲಿ ವಿಜೇತರಾದ ವಿದ್ಯಾರ್ಥಿಗಳಿಗೆ ಬಹುಮಾನ ವಿತರಿಸಲಾಯಿತು. ಶಾಲೆಯ ಮುಖ್ಯ ಶಿಕ್ಷಕರು, ಎಸ್‌ಡಿಎಂಸಿ ಸದಸ್ಯರು, ಪೋಷಕರು ಹಾಗೂ ಗ್ರಾಮದ ಮುಖಂಡರು ಉಪಸ್ಥಿತರಿದ್ದರು. ಸರ್ಕಾರಿ ಶಾಲೆಗಳಲ್ಲಿ ಗುಣಮಟ್ಟದ ಶಿಕ್ಷಣ ದೊರೆಯುತ್ತಿದ್ದು ಪೋಷಕರು ಮಕ್ಕಳನ್ನು ಸರ್ಕಾರಿ ಶಾಲೆಗಳಿಗೆ ಸೇರಿಸಬೇಕು ಎಂದು ಮನವಿ ಮಾಡಿದರು. — [98, 1012, 241, 1088]
photo-water-unit — [768, 962, 942, 1062]
contact-line — [288, 40, 868, 52]
article-water-unit-1: ತಾಲೂಕಿನ ಗ್ರಾಮ ಪಂಚಾಯಿತಿ ವ್ಯಾಪ್ತಿಯಲ್ಲಿ ರಾತ್ರೋರಾತ್ರಿ ಶುದ್ಧ ಕುಡಿಯುವ ನೀರಿನ ಘಟಕ ನಿರ್ಮಾಣ ಮಾಡಲಾಗಿದ್ದು ಗ್ರಾಮಸ್ಥರು ಆಕ್ಷೇಪ ವ್ಯಕ್ತಪಡಿಸಿದ್ದಾರೆ. ಯಾವುದೇ ಅನುಮತಿ ಪಡೆಯದೆ ಸಾರ್ವಜನಿಕ ಸ್ಥಳದಲ್ಲಿ ಘಟಕ ನಿರ್ಮಿಸಲಾಗಿದೆ ಎಂದು ಆರೋಪಿಸಿದ್ದಾರೆ. ಈ ಬಗ್ಗೆ ಸಂಬಂಧಪಟ್ಟ ಅಧಿಕಾರಿಗಳು ತನಿಖೆ ನಡೆಸಿ ಕ್ರಮ ಕೈಗೊಳ್ಳಬೇಕು. ಗ್ರಾಮಕ್ಕೆ ಅಗತ್ಯವಿರುವ ಕಡೆ ಘಟಕ ನಿರ್ಮಿಸಬೇಕು ಎಂದು ಒತ್ತಾಯಿಸಿದರು. ಪಂಚಾಯಿತಿ ಅಧಿಕಾರಿಗಳು ಸ್ಥಳಕ್ಕೆ ಭೇಟಿ ನೀಡಿ ಪರಿಶೀಲಿಸುವುದಾಗಿ ತಿಳಿಸಿದ್ದಾರೆ. — [582, 967, 762, 1018]
highlight-box: ಮಕ್ಕಳು ಮೊಬೈಲ್ ಬಳಕೆಯಿಂದ ದೂರವಿರಲಿ — [4, 1012, 94, 1052]
article-water-unit-2: ಘಟಕ ನಿರ್ಮಾಣ ಕುರಿತು ಗ್ರಾಮ ಸಭೆಯಲ್ಲಿ ಯಾವುದೇ ಚರ್ಚೆ ನಡೆದಿಲ್ಲ. ಕೂಡಲೇ ಜಿಲ್ಲಾ ಪಂಚಾಯಿತಿ ಸಿಇಒ ಮಧ್ಯಪ್ರವೇಶಿಸಿ ನ್ಯಾಯ ಒದಗಿಸಬೇಕು ಎಂದು ಗ್ರಾಮಸ್ಥರು ಮನವಿ ಮಾಡಿದ್ದಾರೆ. ಗ್ರಾಮದ ಮುಖಂಡರು ಹಾಜರಿದ್ದರು. — [768, 1066, 942, 1091]
byline-leadership: ಪ್ರತಿನಿಧಿ ವರದಿ ಮಂಗಳೂರು — [582, 88, 640, 96]
photo-illustration — [5, 115, 241, 264]
